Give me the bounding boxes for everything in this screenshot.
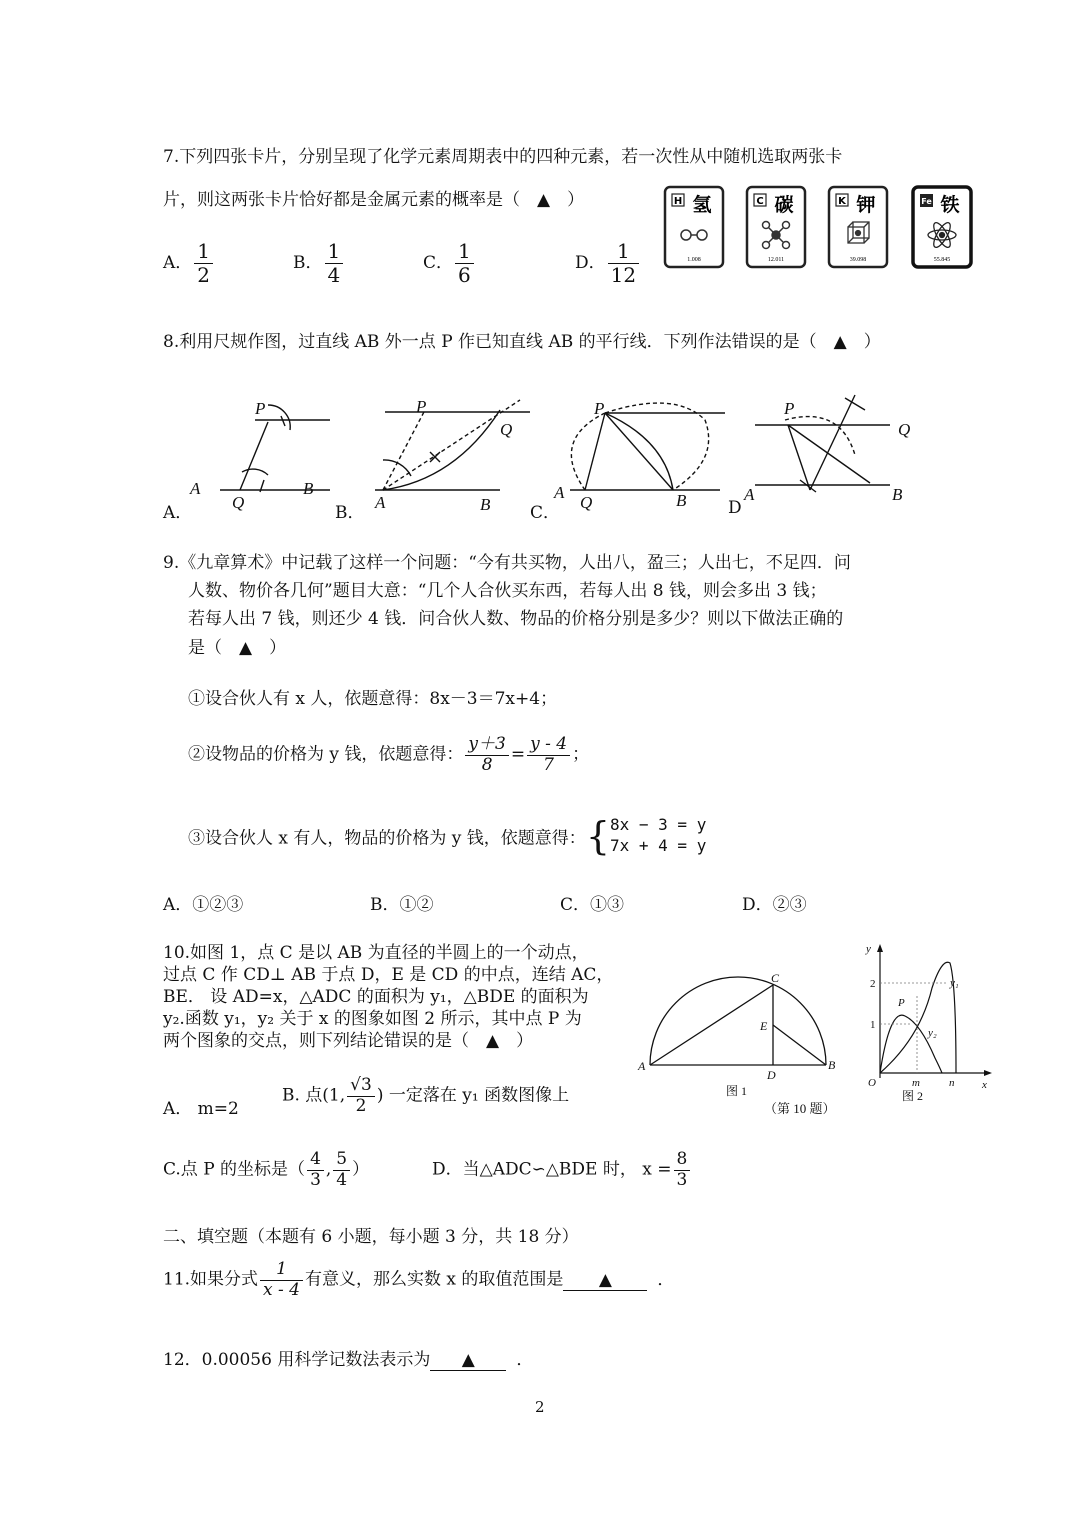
svg-text:A: A	[638, 1059, 646, 1073]
svg-text:O: O	[868, 1077, 876, 1089]
q8-option-a[interactable]: A．	[163, 503, 193, 523]
svg-text:1: 1	[870, 1019, 876, 1031]
q12: 12．0.00056 用科学记数法表示为 ▲ ．	[163, 1350, 534, 1370]
svg-text:K: K	[838, 196, 846, 207]
svg-text:D: D	[767, 1068, 776, 1082]
q8-option-c[interactable]: C．	[530, 503, 561, 523]
q12-answer-blank[interactable]: ▲	[430, 1350, 506, 1371]
q7-stem-line2: 片，则这两张卡片恰好都是金属元素的概率是（ ▲ ）	[163, 190, 585, 210]
svg-text:Q: Q	[898, 420, 911, 439]
svg-text:39.098: 39.098	[849, 257, 867, 263]
svg-text:A: A	[554, 483, 565, 502]
card-potassium[interactable]	[829, 187, 887, 267]
q8-figure-d	[755, 395, 890, 492]
q10-line3: BE． 设 AD=x，△ADC 的面积为 y₁，△BDE 的面积为	[163, 987, 589, 1007]
card-iron[interactable]	[913, 187, 971, 267]
q9-line4: 是（ ▲ ）	[188, 638, 287, 658]
q7-option-c[interactable]: C． $\frac{1}{6}$	[423, 240, 476, 287]
svg-text:图 2: 图 2	[902, 1089, 924, 1103]
svg-text:E: E	[760, 1019, 768, 1033]
svg-text:Q: Q	[580, 493, 593, 512]
section-2-heading: 二、填空题（本题有 6 小题，每小题 3 分，共 18 分）	[163, 1227, 579, 1247]
svg-text:Q: Q	[232, 493, 245, 512]
element-cards	[662, 185, 977, 271]
svg-text:P: P	[416, 397, 427, 416]
q9-line3: 若每人出 7 钱，则还少 4 钱．问合伙人数、物品的价格分别是多少？则以下做法正确的	[188, 609, 844, 629]
svg-text:B: B	[676, 491, 687, 510]
q9-option-a[interactable]: A．①②③	[163, 895, 244, 915]
q10-option-d[interactable]: D．当△ADC∽△BDE 时， x = $\frac{8}{3}$	[432, 1150, 692, 1190]
svg-text:m: m	[912, 1077, 920, 1089]
svg-text:图 1: 图 1	[726, 1084, 748, 1098]
q9-option-d[interactable]: D．②③	[742, 895, 807, 915]
q9-option-b[interactable]: B．①②	[370, 895, 434, 915]
svg-text:y₁: y₁	[950, 977, 959, 989]
svg-text:P: P	[784, 399, 795, 418]
svg-text:12.011: 12.011	[767, 257, 785, 263]
q10-line5: 两个图象的交点，则下列结论错误的是（ ▲ ）	[163, 1031, 534, 1051]
card-carbon[interactable]	[747, 187, 805, 267]
svg-text:P: P	[594, 399, 605, 418]
svg-text:氢: 氢	[692, 195, 712, 216]
q9-line1: 9.《九章算术》中记载了这样一个问题：“今有共买物，人出八，盈三；人出七，不足四．问	[163, 553, 851, 573]
svg-text:x: x	[982, 1079, 987, 1091]
svg-text:P: P	[898, 997, 905, 1009]
q8-stem: 8.利用尺规作图，过直线 AB 外一点 P 作已知直线 AB 的平行线．下列作法错误的是（ ▲ ）	[163, 332, 881, 352]
svg-text:钾: 钾	[856, 195, 876, 216]
svg-text:A: A	[190, 479, 201, 498]
q10-line1: 10.如图 1，点 C 是以 AB 为直径的半圆上的一个动点，	[163, 943, 589, 963]
q8-option-d[interactable]: D	[728, 498, 742, 518]
svg-text:B: B	[480, 495, 491, 514]
q10-option-a[interactable]: A． m=2	[163, 1099, 239, 1119]
svg-text:A: A	[744, 485, 755, 504]
q10-line2: 过点 C 作 CD⊥ AB 于点 D，E 是 CD 的中点，连结 AC，	[163, 965, 614, 985]
q8-option-b[interactable]: B．	[335, 503, 365, 523]
q10-option-c[interactable]: C.点 P 的坐标是（ $\frac{4}{3}$ , $\frac{5}{4}$ ）	[163, 1149, 370, 1190]
svg-text:C: C	[756, 196, 764, 207]
q8-figure-a	[220, 405, 330, 492]
svg-text:A: A	[375, 493, 386, 512]
svg-text:P: P	[255, 399, 266, 418]
q11-answer-blank[interactable]: ▲	[563, 1270, 647, 1291]
q7-option-d[interactable]: D． $\frac{1}{12}$	[575, 240, 641, 287]
svg-text:C: C	[771, 971, 780, 985]
q9-statement-2: ②设物品的价格为 y 钱，依题意得： $\frac{y+3}{8}$ = $\frac{y - 4}{7}$ ；	[188, 734, 590, 775]
svg-text:55.845: 55.845	[933, 257, 951, 263]
svg-text:y₂: y₂	[928, 1027, 937, 1039]
q9-option-c[interactable]: C．①③	[560, 895, 625, 915]
q9-statement-3: ③设合伙人 x 有人，物品的价格为 y 钱，依题意得：{ 8x − 3 = y 7x + 4 = y	[188, 813, 707, 858]
q9-line2: 人数、物价各几何”题目大意：“几个人合伙买东西，若每人出 8 钱，则会多出 3 钱；	[188, 581, 827, 601]
q7-option-b[interactable]: B． $\frac{1}{4}$	[293, 240, 345, 287]
page-number: 2	[535, 1398, 545, 1416]
q7-stem-line1: 7.下列四张卡片，分别呈现了化学元素周期表中的四种元素，若一次性从中随机选取两张卡	[163, 147, 843, 167]
q8-figure-b	[375, 400, 530, 490]
q7-option-a[interactable]: A． $\frac{1}{2}$	[163, 240, 215, 287]
q11: 11.如果分式 $\frac{1}{x - 4}$ 有意义，那么实数 x 的取值范围是 ▲ ．	[163, 1259, 675, 1300]
q9-statement-1: ①设合伙人有 x 人，依题意得：8x－3＝7x+4；	[188, 689, 558, 709]
svg-text:B: B	[828, 1058, 836, 1072]
q10-figure-1	[630, 965, 845, 1120]
svg-text:n: n	[949, 1077, 955, 1089]
card-hydrogen[interactable]	[665, 187, 723, 267]
svg-text:B: B	[892, 485, 903, 504]
svg-text:碳: 碳	[774, 195, 794, 216]
q10-option-b[interactable]: B. 点(1, $\frac{√3}{2}$ ) 一定落在 y₁ 函数图像上	[282, 1075, 570, 1116]
q10-line4: y₂.函数 y₁，y₂ 关于 x 的图象如图 2 所示，其中点 P 为	[163, 1009, 582, 1029]
svg-text:铁: 铁	[940, 195, 960, 216]
svg-text:H: H	[673, 196, 683, 207]
svg-text:Fe: Fe	[921, 197, 932, 206]
svg-text:B: B	[303, 479, 314, 498]
q10-figure-2	[860, 938, 995, 1103]
svg-text:Q: Q	[500, 420, 513, 439]
svg-text:（第 10 题）: （第 10 题）	[764, 1101, 836, 1116]
svg-text:1.008: 1.008	[687, 257, 701, 263]
svg-text:y: y	[866, 943, 871, 955]
svg-text:2: 2	[870, 978, 876, 990]
